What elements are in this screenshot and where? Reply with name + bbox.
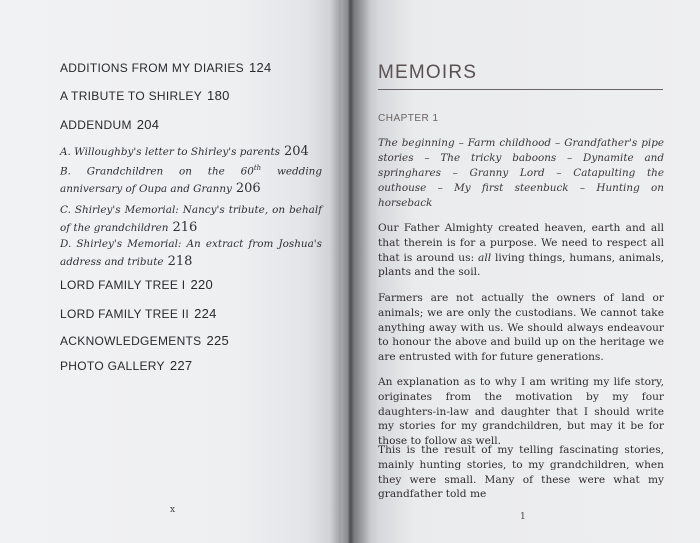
- toc-subentry: [60, 202, 322, 237]
- emphasis-text: all: [478, 251, 492, 264]
- toc-entry-page: 180: [207, 88, 230, 103]
- body-paragraph: Farmers are not actually the owners of land or animals; we are only the custodians. We cannot take anything away with us. We should always endeavour to honour the above and build up on the heritage we are entrusted with for future generations.: [378, 292, 664, 364]
- toc-entry-title: ADDITIONS FROM MY DIARIES: [60, 61, 244, 75]
- toc-entry-title: A TRIBUTE TO SHIRLEY: [60, 89, 203, 103]
- right-page-number: 1: [520, 512, 526, 522]
- toc-entry-page: 218: [167, 254, 193, 269]
- body-paragraph: An explanation as to why I am writing my life story, originates from the motivation by my four daughters-in-law and daughter that I should write my stories for my grandchildren, but may it be for those to follow as well.: [378, 376, 664, 448]
- toc-entry-title: ACKNOWLEDGEMENTS: [60, 334, 202, 348]
- paragraph-text-cont: living things, humans, animals, plants and the soil.: [378, 251, 664, 279]
- toc-entry-page: 204: [136, 117, 160, 132]
- toc-entry: [60, 117, 159, 132]
- toc-entry-page: 216: [172, 220, 198, 235]
- left-page-number: x: [170, 505, 176, 515]
- toc-entry-page: 224: [194, 306, 217, 321]
- toc-subentry: [60, 160, 322, 198]
- page-title: MEMOIRS: [378, 62, 478, 83]
- toc-entry-title: LORD FAMILY TREE II: [60, 307, 190, 321]
- title-rule: [378, 89, 663, 90]
- toc-subentry: [60, 143, 322, 161]
- toc-entry-page: 204: [283, 144, 309, 159]
- chapter-heading: CHAPTER 1: [378, 113, 439, 124]
- body-paragraph: [378, 221, 664, 280]
- book-gutter: [330, 0, 370, 543]
- paragraph-text: Our Father Almighty created heaven, earth and all that therein is for a purpose. We need to respect all that is around us:: [378, 222, 664, 264]
- toc-entry: [60, 88, 230, 103]
- toc-entry-title: D. Shirley's Memorial: An extract from Joshua's address and tribute: [60, 238, 322, 268]
- toc-entry: [60, 277, 213, 292]
- toc-entry: [60, 60, 272, 75]
- toc-entry-page: 124: [248, 60, 272, 75]
- toc-entry-title: PHOTO GALLERY: [60, 359, 165, 373]
- body-paragraph: This is the result of my telling fascinating stories, mainly hunting stories, to my grandchildren, when they were small. Many of these were what my grandfather told me: [378, 444, 664, 501]
- toc-entry-superscript: th: [253, 164, 262, 172]
- toc-entry-page: 206: [235, 181, 261, 197]
- chapter-synopsis: The beginning – Farm childhood – Grandfather's pipe stories – The tricky baboons – Dynamite and springhares – Granny Lord – Catapulting the outhouse – My first steenbuck – Hunting on horseback: [378, 137, 664, 209]
- toc-entry: [60, 333, 229, 348]
- toc-entry-title: ADDENDUM: [60, 118, 132, 132]
- toc-entry-page: 220: [190, 277, 214, 292]
- toc-entry-page: 227: [169, 358, 193, 373]
- toc-entry-title: A. Willoughby's letter to Shirley's parents: [60, 146, 280, 158]
- toc-entry-title: LORD FAMILY TREE I: [60, 278, 186, 292]
- left-page: [0, 0, 341, 543]
- toc-entry: [60, 358, 192, 373]
- toc-subentry: [60, 236, 322, 271]
- toc-entry-page: 225: [206, 333, 230, 348]
- toc-entry-title: C. Shirley's Memorial: Nancy's tribute, on behalf of the grandchildren: [60, 204, 322, 234]
- toc-entry-title-cont: wedding anniversary of Oupa and Granny: [60, 165, 322, 196]
- toc-entry: [60, 306, 217, 321]
- toc-entry-title: B. Grandchildren on the 60: [60, 165, 254, 178]
